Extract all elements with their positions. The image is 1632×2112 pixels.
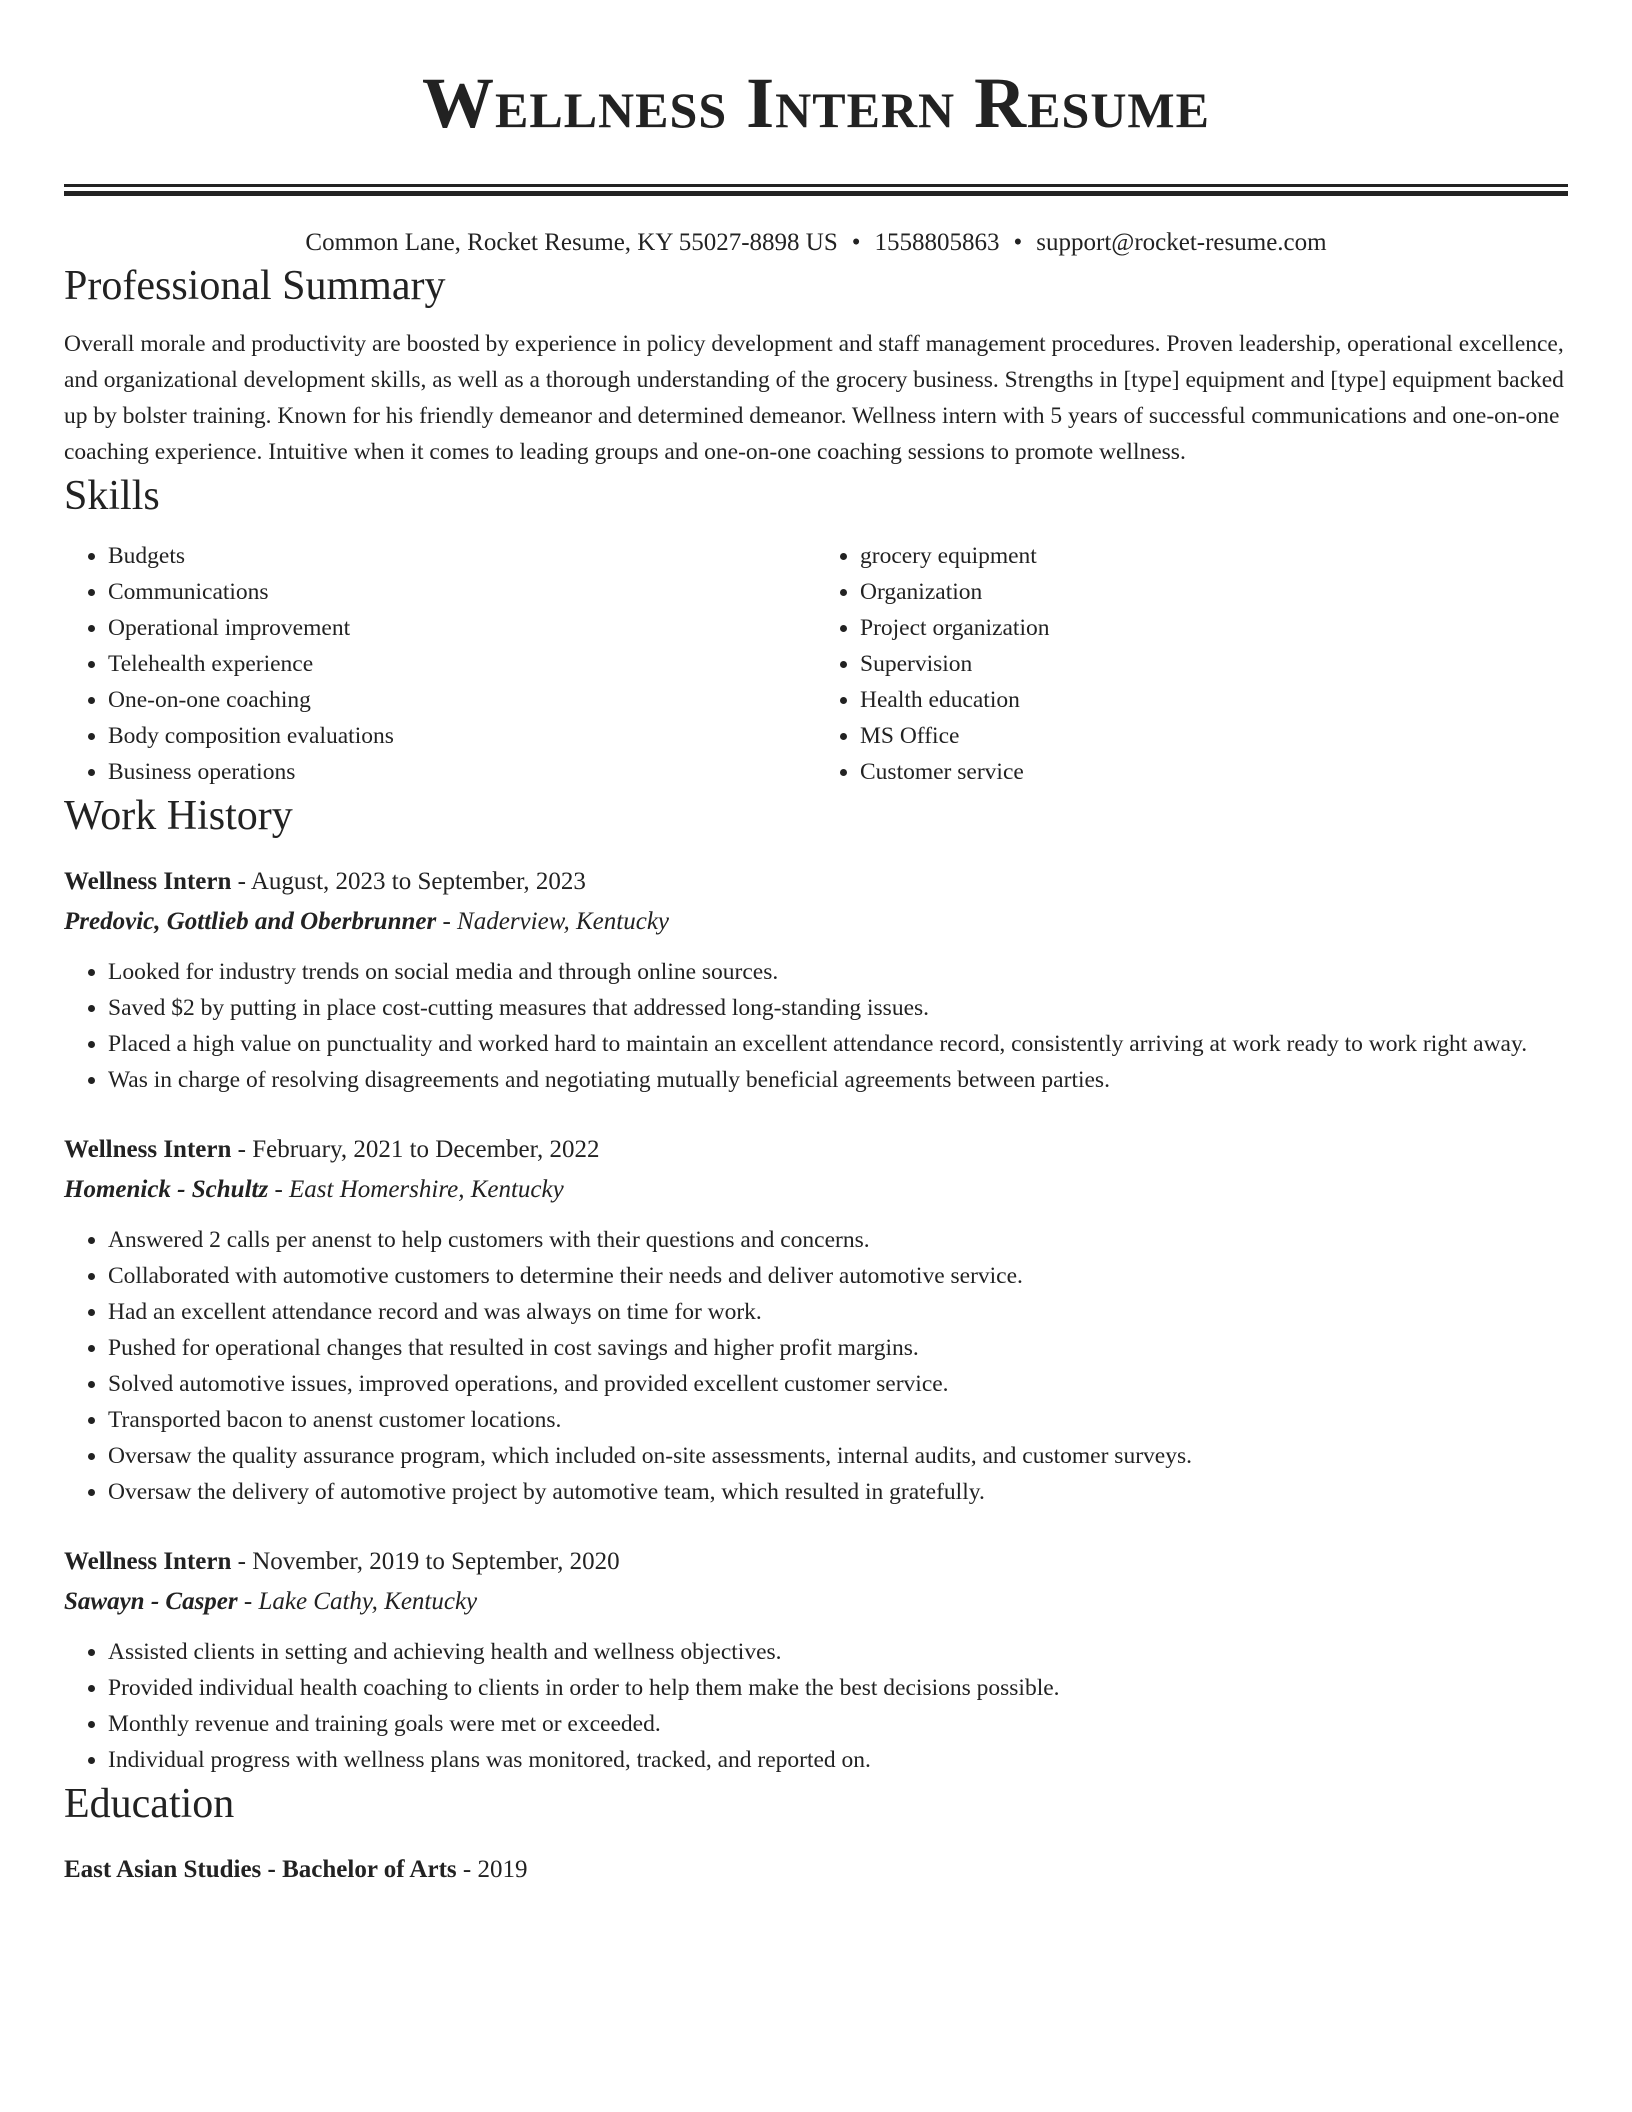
job-duty: • Provided individual health coaching to clients in order to help them make the best decisions possible. xyxy=(108,1670,1568,1706)
summary-heading: Professional Summary xyxy=(64,263,446,309)
skill-item: • Budgets xyxy=(108,538,816,574)
job-duty: • Oversaw the quality assurance program, which included on-site assessments, internal audits, and customer surveys. xyxy=(108,1438,1568,1474)
skill-item: • Body composition evaluations xyxy=(108,718,816,754)
contact-address: Common Lane, Rocket Resume, KY 55027-8898 US xyxy=(305,229,838,256)
job-title-line xyxy=(64,862,1568,902)
job-title-line xyxy=(64,1542,1568,1582)
skill-item: • Health education xyxy=(860,682,1568,718)
job-title: Wellness Intern xyxy=(64,1136,232,1163)
contact-separator: • xyxy=(1013,229,1023,256)
job-title-line xyxy=(64,1130,1568,1170)
skill-item: • Organization xyxy=(860,574,1568,610)
page-title: Wellness Intern Resume xyxy=(422,63,1210,143)
job-entry xyxy=(64,1130,1568,1510)
job-duties xyxy=(64,954,1568,1098)
skill-item: • Project organization xyxy=(860,610,1568,646)
contact-separator: • xyxy=(851,229,861,256)
skills-list-left xyxy=(64,538,816,790)
job-duty: • Assisted clients in setting and achieving health and wellness objectives. xyxy=(108,1634,1568,1670)
education-year: - 2019 xyxy=(456,1856,528,1883)
skill-item: • Operational improvement xyxy=(108,610,816,646)
job-duty: • Had an excellent attendance record and was always on time for work. xyxy=(108,1294,1568,1330)
job-company-line xyxy=(64,1582,1568,1622)
work-history-heading: Work History xyxy=(64,793,293,839)
skills-heading: Skills xyxy=(64,473,160,519)
education-heading: Education xyxy=(64,1781,235,1827)
job-duty: • Transported bacon to anenst customer locations. xyxy=(108,1402,1568,1438)
job-duties xyxy=(64,1634,1568,1778)
skill-item: • Customer service xyxy=(860,754,1568,790)
job-duty: • Oversaw the delivery of automotive project by automotive team, which resulted in gratefully. xyxy=(108,1474,1568,1510)
summary-text: Overall morale and productivity are boosted by experience in policy development and staff management procedures. Proven leadership, operational excellence, and organizational development skills, as well as a thorough understanding of the grocery business. Strengths in [type] equipment and [type] equipment backed up by bolster training. Known for his friendly demeanor and determined demeanor. Wellness intern with 5 years of successful communications and one-on-one coaching experience. Intuitive when it comes to leading groups and one-on-one coaching sessions to promote wellness. xyxy=(64,331,1564,465)
skills-columns xyxy=(64,538,1568,790)
skill-item: • Telehealth experience xyxy=(108,646,816,682)
job-duty: • Collaborated with automotive customers to determine their needs and deliver automotive service. xyxy=(108,1258,1568,1294)
job-title: Wellness Intern xyxy=(64,868,232,895)
job-duty: • Monthly revenue and training goals were met or exceeded. xyxy=(108,1706,1568,1742)
job-duty: • Saved $2 by putting in place cost-cutting measures that addressed long-standing issues. xyxy=(108,990,1568,1026)
contact-line xyxy=(64,226,1568,260)
job-company-line xyxy=(64,902,1568,942)
contact-phone: 1558805863 xyxy=(874,229,1000,256)
job-location: - Naderview, Kentucky xyxy=(436,908,670,935)
contact-email: support@rocket-resume.com xyxy=(1036,229,1327,256)
job-duty: • Answered 2 calls per anenst to help customers with their questions and concerns. xyxy=(108,1222,1568,1258)
skill-item: • grocery equipment xyxy=(860,538,1568,574)
job-company: Predovic, Gottlieb and Oberbrunner xyxy=(64,908,437,935)
job-duty: • Individual progress with wellness plans was monitored, tracked, and reported on. xyxy=(108,1742,1568,1778)
job-company-line xyxy=(64,1170,1568,1210)
title-double-rule xyxy=(64,184,1568,196)
job-dates: - November, 2019 to September, 2020 xyxy=(231,1548,620,1575)
job-location: - Lake Cathy, Kentucky xyxy=(237,1588,478,1615)
job-location: - East Homershire, Kentucky xyxy=(268,1176,564,1203)
skills-list-right xyxy=(816,538,1568,790)
job-dates: - February, 2021 to December, 2022 xyxy=(231,1136,600,1163)
skill-item: • Business operations xyxy=(108,754,816,790)
job-dates: - August, 2023 to September, 2023 xyxy=(231,868,586,895)
job-company: Sawayn - Casper xyxy=(64,1588,238,1615)
job-duty: • Looked for industry trends on social media and through online sources. xyxy=(108,954,1568,990)
skill-item: • Supervision xyxy=(860,646,1568,682)
job-duty: • Pushed for operational changes that resulted in cost savings and higher profit margins. xyxy=(108,1330,1568,1366)
job-duty: • Solved automotive issues, improved operations, and provided excellent customer service. xyxy=(108,1366,1568,1402)
education-degree: East Asian Studies - Bachelor of Arts xyxy=(64,1856,457,1883)
skill-item: • One-on-one coaching xyxy=(108,682,816,718)
education-entry xyxy=(64,1850,1568,1890)
job-entry xyxy=(64,862,1568,1098)
job-duties xyxy=(64,1222,1568,1510)
skill-item: • MS Office xyxy=(860,718,1568,754)
job-title: Wellness Intern xyxy=(64,1548,232,1575)
job-duty: • Was in charge of resolving disagreements and negotiating mutually beneficial agreements between parties. xyxy=(108,1062,1568,1098)
job-duty: • Placed a high value on punctuality and worked hard to maintain an excellent attendance record, consistently arriving at work ready to work right away. xyxy=(108,1026,1568,1062)
job-entry xyxy=(64,1542,1568,1778)
skill-item: • Communications xyxy=(108,574,816,610)
job-company: Homenick - Schultz xyxy=(64,1176,269,1203)
